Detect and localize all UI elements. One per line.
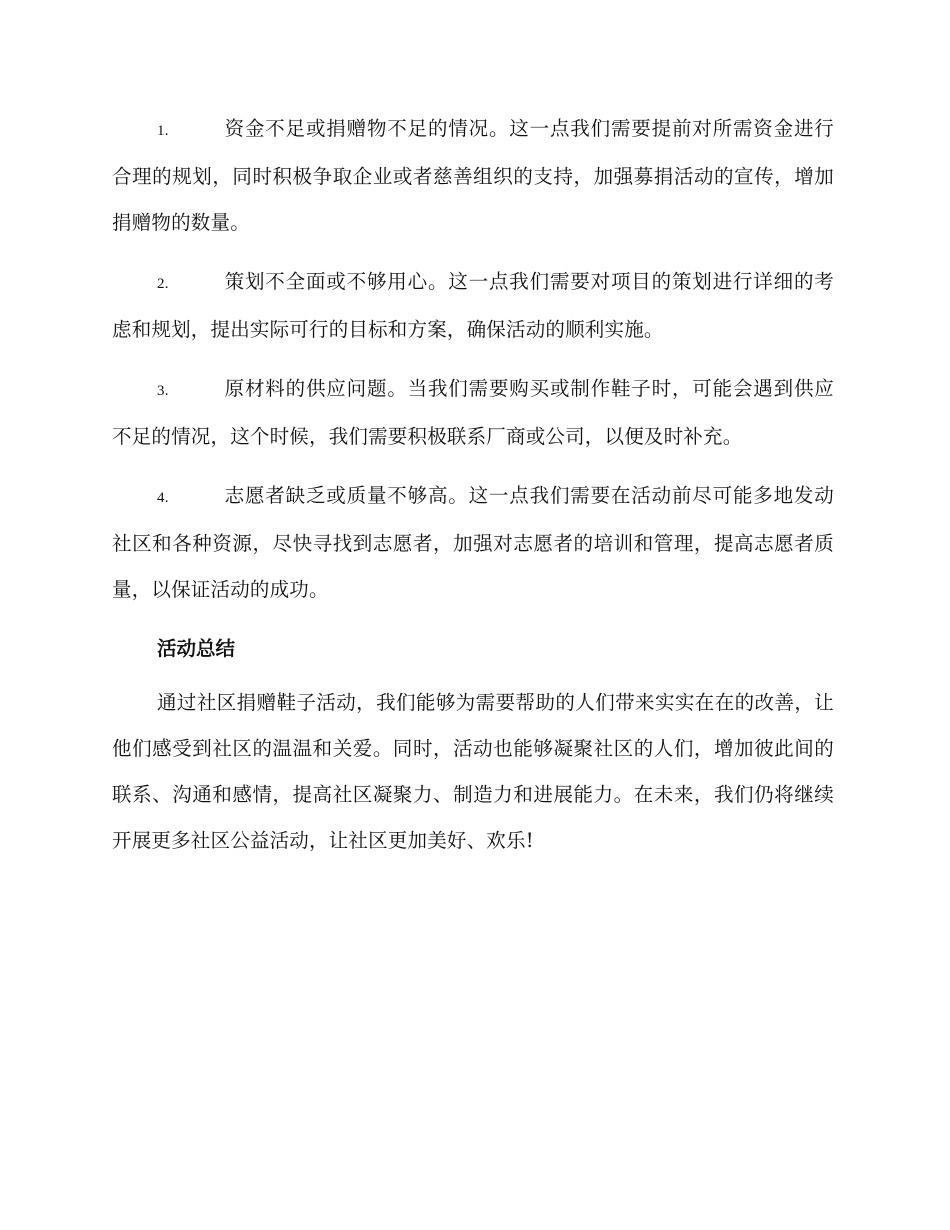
- list-item-4: [112, 473, 834, 613]
- list-item-number: 1.: [157, 123, 169, 139]
- summary-paragraph: 通过社区捐赠鞋子活动，我们能够为需要帮助的人们带来实实在在的改善，让他们感受到社区的温温和关爱。同时，活动也能够凝聚社区的人们，增加彼此间的联系、沟通和感情，提高社区凝聚力、制造力和进展能力。在未来，我们仍将继续开展更多社区公益活动，让社区更加美好、欢乐!: [112, 691, 834, 852]
- list-item-text: 志愿者缺乏或质量不够高。这一点我们需要在活动前尽可能多地发动社区和各种资源，尽快寻找到志愿者，加强对志愿者的培训和管理，提高志愿者质量，以保证活动的成功。: [112, 484, 834, 601]
- document-page: [112, 106, 834, 864]
- list-item-3: [112, 366, 834, 460]
- list-item-number: 4.: [157, 490, 169, 506]
- list-item-1: [112, 106, 834, 246]
- list-item-text: 资金不足或捐赠物不足的情况。这一点我们需要提前对所需资金进行合理的规划，同时积极争取企业或者慈善组织的支持，加强募捐活动的宣传，增加捐赠物的数量。: [112, 117, 834, 234]
- list-item-number: 2.: [157, 276, 169, 292]
- list-item-2: [112, 259, 834, 353]
- section-heading: 活动总结: [157, 637, 236, 660]
- list-item-number: 3.: [157, 383, 169, 399]
- list-item-text: 策划不全面或不够用心。这一点我们需要对项目的策划进行详细的考虑和规划，提出实际可行的目标和方案，确保活动的顺利实施。: [112, 270, 834, 341]
- list-item-text: 原材料的供应问题。当我们需要购买或制作鞋子时，可能会遇到供应不足的情况，这个时候，我们需要积极联系厂商或公司，以便及时补充。: [112, 377, 834, 448]
